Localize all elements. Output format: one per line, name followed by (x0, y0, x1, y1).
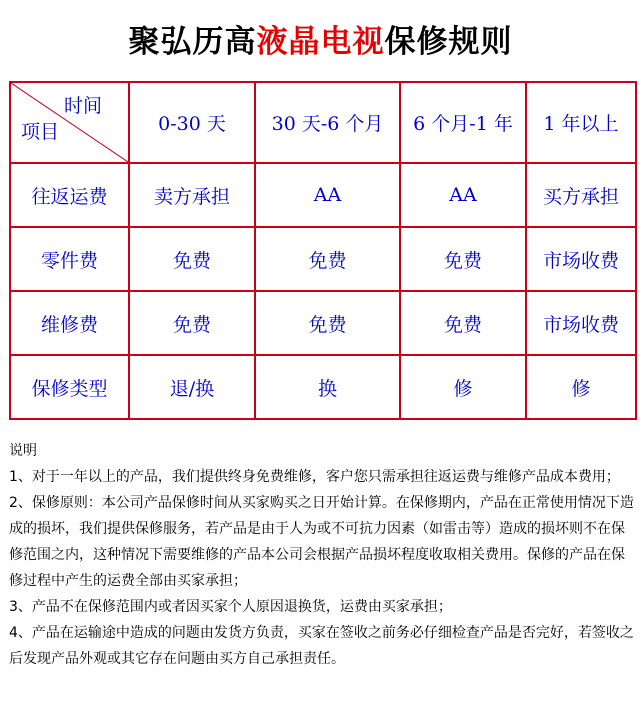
corner-cell (10, 82, 129, 163)
notes-heading: 说明 (9, 443, 37, 459)
table-cell: AA (400, 163, 526, 227)
table-cell: AA (255, 163, 400, 227)
table-header-row (10, 82, 636, 163)
note-item: 3、产品不在保修范围内或者因买家个人原因退换货，运费由买家承担； (9, 599, 452, 615)
corner-label-time: 时间 (63, 95, 102, 117)
table-cell: 买方承担 (526, 163, 636, 227)
header-cell: 6 个月-1 年 (400, 82, 526, 163)
table-cell: 市场收费 (526, 291, 636, 355)
table-cell: 免费 (129, 291, 255, 355)
note-item: 4、产品在运输途中造成的问题由发货方负责，买家在签收之前务必仔细检查产品是否完好，若签收之后发现产品外观或其它存在问题由买方自己承担责任。 (9, 625, 634, 667)
header-cell: 0-30 天 (129, 82, 255, 163)
table-cell: 免费 (255, 291, 400, 355)
row-label: 保修类型 (10, 355, 129, 419)
row-label: 零件费 (10, 227, 129, 291)
notes-section (9, 438, 635, 672)
table-cell: 修 (526, 355, 636, 419)
row-label: 维修费 (10, 291, 129, 355)
corner-label-item: 项目 (21, 121, 60, 143)
table-cell: 换 (255, 355, 400, 419)
table-cell: 卖方承担 (129, 163, 255, 227)
table-row (10, 227, 636, 291)
header-cell: 1 年以上 (526, 82, 636, 163)
table-row (10, 163, 636, 227)
table-cell: 免费 (255, 227, 400, 291)
warranty-table (9, 81, 637, 420)
title-highlight: 液晶电视 (256, 24, 385, 60)
table-row (10, 355, 636, 419)
title-suffix: 保修规则 (384, 24, 513, 60)
header-cell: 30 天-6 个月 (255, 82, 400, 163)
table-row (10, 291, 636, 355)
table-cell: 免费 (129, 227, 255, 291)
table-cell: 修 (400, 355, 526, 419)
note-item: 1、对于一年以上的产品，我们提供终身免费维修，客户您只需承担往返运费与维修产品成本费用； (9, 469, 620, 485)
table-cell: 退/换 (129, 355, 255, 419)
table-cell: 免费 (400, 291, 526, 355)
page-title (0, 16, 641, 61)
note-item: 2、保修原则：本公司产品保修时间从买家购买之日开始计算。在保修期内，产品在正常使用情况下造成的损坏，我们提供保修服务，若产品是由于人为或不可抗力因素（如雷击等）造成的损坏则不在保修范围之内，这种情况下需要维修的产品本公司会根据产品损坏程度收取相关费用。保修的产品在保修过程中产生的运费全部由买家承担； (9, 495, 634, 589)
title-prefix: 聚弘历高 (128, 24, 257, 60)
table-cell: 市场收费 (526, 227, 636, 291)
row-label: 往返运费 (10, 163, 129, 227)
table-cell: 免费 (400, 227, 526, 291)
